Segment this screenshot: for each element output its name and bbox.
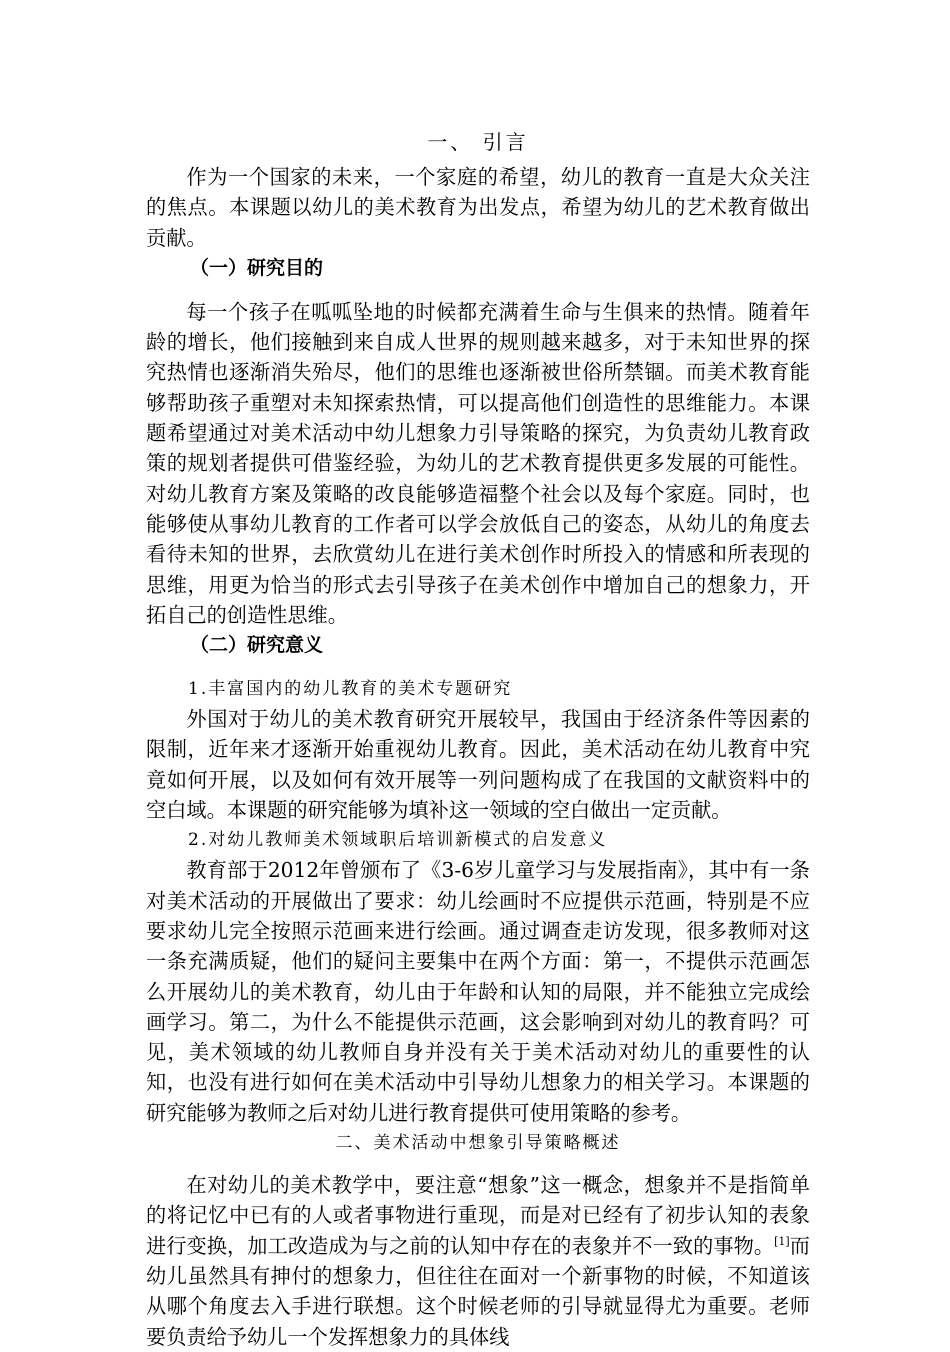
significance-item-1-paragraph: 外国对于幼儿的美术教育研究开展较早，我国由于经济条件等因素的限制，近年来才逐渐开始重视幼儿教育。因此，美术活动在幼儿教育中究竟如何开展，以及如何有效开展等一列问题构成了在我国的文献资料中的空白域。本课题的研究能够为填补这一领域的空白做出一定贡献。 xyxy=(146,707,810,823)
significance-item-2-paragraph: 教育部于2012年曾颁布了《3-6岁儿童学习与发展指南》，其中有一条对美术活动的开展做出了要求：幼儿绘画时不应提供示范画，特别是不应要求幼儿完全按照示范画来进行绘画。通过调查走访发现，很多教师对这一条充满质疑，他们的疑问主要集中在两个方面：第一，不提供示范画怎么开展幼儿的美术教育，幼儿由于年龄和认知的局限，并不能独立完成绘画学习。第二，为什么不能提供示范画，这会影响到对幼儿的教育吗？可见，美术领域的幼儿教师自身并没有关于美术活动对幼儿的重要性的认知，也没有进行如何在美术活动中引导幼儿想象力的相关学习。本课题的研究能够为教师之后对幼儿进行教育提供可使用策略的参考。 xyxy=(146,858,810,1125)
section-2-text-part-1: 在对幼儿的美术教学中，要注意“想象”这一概念，想象并不是指简单的将记忆中已有的人或者事物进行重现，而是对已经有了初步认知的表象进行变换，加工改造成为与之前的认知中存在的表象并不一致的事物。 xyxy=(146,1173,810,1258)
research-purpose-paragraph: 每一个孩子在呱呱坠地的时候都充满着生命与生俱来的热情。随着年龄的增长，他们接触到来自成人世界的规则越来越多，对于未知世界的探究热情也逐渐消失殆尽，他们的思维也逐渐被世俗所禁锢。而美术教育能够帮助孩子重塑对未知探索热情，可以提高他们创造性的思维能力。本课题希望通过对美术活动中幼儿想象力引导策略的探究，为负责幼儿教育政策的规划者提供可借鉴经验，为幼儿的艺术教育提供更多发展的可能性。对幼儿教育方案及策略的改良能够造福整个社会以及每个家庭。同时，也能够使从事幼儿教育的工作者可以学会放低自己的姿态，从幼儿的角度去看待未知的世界，去欣赏幼儿在进行美术创作时所投入的情感和所表现的思维，用更为恰当的形式去引导孩子在美术创作中增加自己的想象力，开拓自己的创造性思维。 xyxy=(146,299,810,627)
section-1-title: 一、 引言 xyxy=(427,130,529,154)
document-body xyxy=(146,122,810,1352)
significance-item-1-title: 1.丰富国内的幼儿教育的美术专题研究 xyxy=(188,679,513,700)
section-2-text-part-2: 而幼儿虽然具有抻付的想象力，但往往在面对一个新事物的时候，不知道该从哪个角度去入手进行联想。这个时候老师的引导就显得尤为重要。老师要负责给予幼儿一个发挥想象力的具体线 xyxy=(146,1233,810,1349)
research-significance-heading: （二）研究意义 xyxy=(190,634,324,657)
section-2-title: 二、美术活动中想象引导策略概述 xyxy=(335,1133,621,1154)
section-2-paragraph xyxy=(146,1170,810,1352)
citation-marker: [1] xyxy=(774,1234,790,1248)
significance-item-2-title: 2.对幼儿教师美术领域职后培训新模式的启发意义 xyxy=(188,830,608,851)
intro-paragraph: 作为一个国家的未来，一个家庭的希望，幼儿的教育一直是大众关注的焦点。本课题以幼儿的美术教育为出发点，希望为幼儿的艺术教育做出贡献。 xyxy=(146,165,810,250)
research-purpose-heading: （一）研究目的 xyxy=(190,256,324,279)
